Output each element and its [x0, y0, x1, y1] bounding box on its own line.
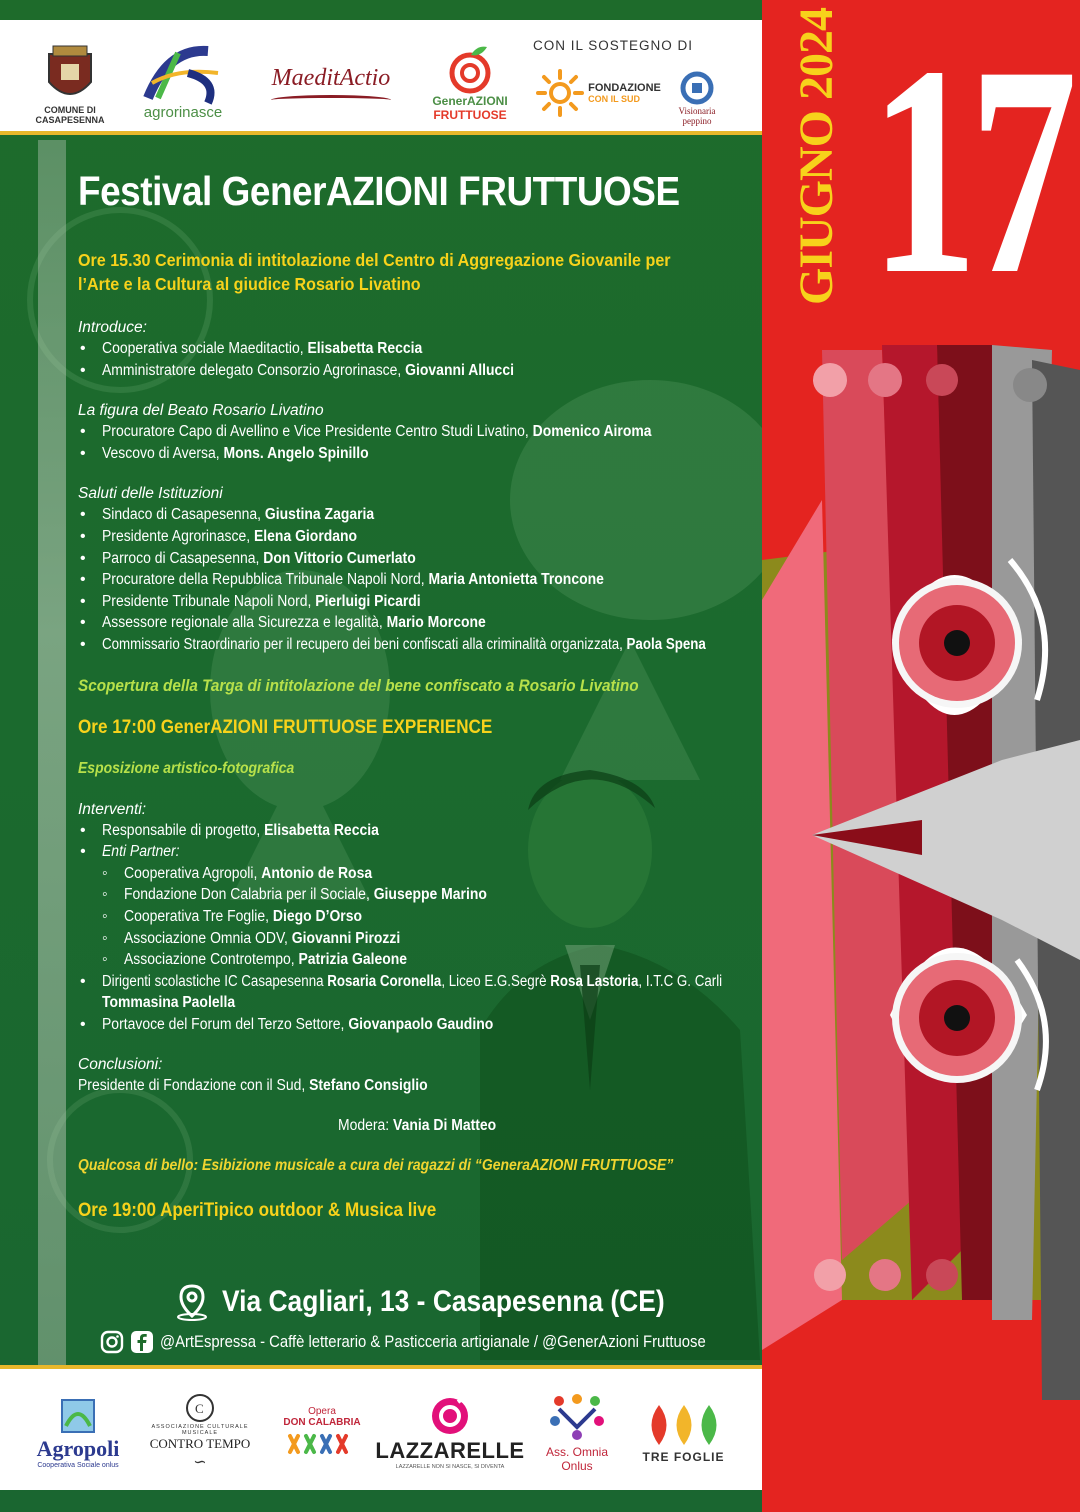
logo-lazzarelle-label: LAZZARELLE: [375, 1437, 525, 1463]
coat-of-arms-icon: [41, 44, 99, 106]
scoperta-heading: Scopertura della Targa di intitolazione del bene confiscato a Rosario Livatino: [78, 675, 639, 695]
logo-agropoli: [30, 1387, 126, 1477]
list-item: ◦ Cooperativa Tre Foglie, Diego D’Orso: [78, 906, 758, 928]
logo-tre-foglie: [636, 1387, 731, 1477]
date-day: 17: [870, 4, 1069, 336]
lazzarelle-mark-icon: [428, 1394, 472, 1438]
program-content: [78, 168, 758, 1223]
top-logo-bar: [0, 20, 762, 135]
bottom-logo-bar: [0, 1365, 762, 1490]
list-item: • Procuratore della Repubblica Tribunale Napoli Nord, Maria Antonietta Troncone: [78, 569, 758, 591]
list-item: • Dirigenti scolastiche IC Casapesenna Rosaria Coronella, Liceo E.G.Segrè Rosa Lastoria, I.T.C G. Carli Tommasina Paolella: [78, 971, 758, 1014]
date-month-year: GIUGNO 2024: [790, 7, 843, 305]
logo-controtempo-top: ASSOCIAZIONE CULTURALE MUSICALE: [151, 1424, 249, 1436]
logo-lazzarelle: [375, 1384, 525, 1479]
list-item: • Amministratore delegato Consorzio Agrorinasce, Giovanni Allucci: [78, 360, 758, 382]
ceremony-heading: Ore 15.30 Cerimonia di intitolazione del Centro di Aggregazione Giovanile per l’Arte e la Cultura al giudice Rosario Livatino: [78, 250, 671, 294]
list-item: • Enti Partner:: [78, 841, 758, 863]
logo-generazioni-fruttuose: [420, 35, 520, 130]
agropoli-mark-icon: [58, 1396, 98, 1436]
logo-doncalabria-line1: Opera: [308, 1405, 336, 1417]
logo-doncalabria-line2: DON CALABRIA: [283, 1416, 361, 1428]
logo-visionaria-label: Visionaria: [678, 106, 716, 116]
logo-generazioni-bottom: FRUTTUOSE: [433, 107, 507, 122]
logo-generazioni-top: GenerAZIONI: [432, 94, 508, 109]
esposizione-heading: Esposizione artistico-fotografica: [78, 759, 295, 777]
interventi-label: Interventi:: [78, 800, 147, 818]
support-label: CON IL SOSTEGNO DI: [533, 38, 694, 53]
controtempo-emblem-icon: [184, 1392, 216, 1424]
logo-maeditactio-label: MaeditActio: [271, 64, 391, 91]
logo-agrorinasce-label: agrorinasce: [143, 104, 223, 122]
list-item: • Commissario Straordinario per il recupero dei beni confiscati alla criminalità organizzata, Paola Spena: [78, 634, 758, 656]
logo-peppino-label: peppino: [682, 116, 712, 126]
agrorinasce-mark-icon: [138, 43, 228, 105]
logo-maeditactio: [262, 50, 400, 120]
omnia-people-icon: [545, 1391, 609, 1445]
list-item: ◦ Fondazione Don Calabria per il Sociale, Giuseppe Marino: [78, 884, 758, 906]
visionaria-mark-icon: [679, 70, 715, 106]
logo-omnia-label: Ass. Omnia Onlus: [545, 1445, 608, 1473]
list-item: • Cooperativa sociale Maeditactio, Elisabetta Reccia: [78, 338, 758, 360]
logo-lazzarelle-sub: LAZZARELLE NON SI NASCE, SI DIVENTA: [395, 1463, 505, 1470]
dirigenti-list: [78, 971, 758, 1036]
logo-controtempo: [140, 1387, 260, 1477]
sun-icon: [535, 68, 585, 118]
logo-visionaria-peppino: [666, 62, 728, 134]
svg-text:C: C: [195, 1401, 204, 1416]
location-pin-icon: [172, 1282, 212, 1322]
list-item: ◦ Cooperativa Agropoli, Antonio de Rosa: [78, 863, 758, 885]
list-item: • Assessore regionale alla Sicurezza e legalità, Mario Morcone: [78, 612, 758, 634]
figura-list: [78, 421, 758, 464]
treble-clef-icon: ∽: [193, 1454, 207, 1471]
list-item: • Procuratore Capo di Avellino e Vice Presidente Centro Studi Livatino, Domenico Airoma: [78, 421, 758, 443]
list-item: • Sindaco di Casapesenna, Giustina Zagaria: [78, 504, 758, 526]
book-icon: [271, 95, 391, 105]
list-item: ◦ Associazione Omnia ODV, Giovanni Pirozzi: [78, 928, 758, 950]
facebook-icon[interactable]: [130, 1330, 154, 1354]
logo-omnia: [532, 1387, 622, 1477]
figura-label: La figura del Beato Rosario Livatino: [78, 402, 324, 420]
social-row: [100, 1330, 766, 1354]
logo-trefoglie-label: TRE FOGLIE: [642, 1450, 725, 1464]
date-art-panel: [762, 0, 1080, 1512]
aperitipico-heading: Ore 19:00 AperiTipico outdoor & Musica live: [78, 1200, 437, 1222]
enti-partner-list: [78, 863, 758, 971]
logo-comune-label: COMUNE DI CASAPESENNA: [35, 105, 105, 125]
apple-spiral-icon: [447, 43, 493, 95]
list-item: • Parroco di Casapesenna, Don Vittorio Cumerlato: [78, 548, 758, 570]
list-item: ◦ Associazione Controtempo, Patrizia Galeone: [78, 949, 758, 971]
logo-fondazione-con-il-sud: [533, 60, 663, 125]
address-row: [172, 1282, 725, 1322]
conclusioni-label: Conclusioni:: [78, 1056, 163, 1074]
list-item: • Portavoce del Forum del Terzo Settore, Giovanpaolo Gaudino: [78, 1014, 758, 1036]
interventi-list: [78, 820, 758, 863]
experience-heading: Ore 17:00 GenerAZIONI FRUTTUOSE EXPERIENCE: [78, 716, 493, 738]
people-figures-icon: [282, 1428, 362, 1458]
moderator-text: Modera: Vania Di Matteo: [338, 1117, 497, 1135]
list-item: • Vescovo di Aversa, Mons. Angelo Spinillo: [78, 443, 758, 465]
logo-agropoli-sub: Cooperativa Sociale onlus: [37, 1461, 119, 1469]
three-leaves-icon: [644, 1400, 724, 1450]
list-item: • Responsabile di progetto, Elisabetta Reccia: [78, 820, 758, 842]
saluti-list: [78, 504, 758, 655]
festival-title: Festival GenerAZIONI FRUTTUOSE: [78, 168, 680, 214]
social-text: @ArtEspressa - Caffè letterario & Pasticceria artigianale / @GenerAzioni Fruttuose: [160, 1332, 706, 1351]
logo-fondazione-line1: FONDAZIONE: [588, 81, 661, 94]
list-item: • Presidente Tribunale Napoli Nord, Pierluigi Picardi: [78, 591, 758, 613]
logo-controtempo-label: CONTRO TEMPO: [149, 1436, 251, 1451]
logo-agropoli-label: Agropoli: [36, 1435, 120, 1461]
logo-agrorinasce: [128, 40, 238, 125]
logo-comune-casapesenna: [30, 40, 110, 130]
introduce-label: Introduce:: [78, 319, 147, 336]
list-item: • Presidente Agrorinasce, Elena Giordano: [78, 526, 758, 548]
introduce-list: [78, 338, 758, 381]
address-text: Via Cagliari, 13 - Casapesenna (CE): [222, 1285, 665, 1318]
conclusioni-text: Presidente di Fondazione con il Sud, Stefano Consiglio: [78, 1077, 428, 1095]
instagram-icon[interactable]: [100, 1330, 124, 1354]
logo-fondazione-line2: CON IL SUD: [588, 93, 640, 104]
qualcosa-heading: Qualcosa di bello: Esibizione musicale a cura dei ragazzi di “GeneraAZIONI FRUTTUOSE”: [78, 1157, 674, 1175]
logo-don-calabria: [272, 1389, 372, 1474]
saluti-label: Saluti delle Istituzioni: [78, 485, 223, 503]
